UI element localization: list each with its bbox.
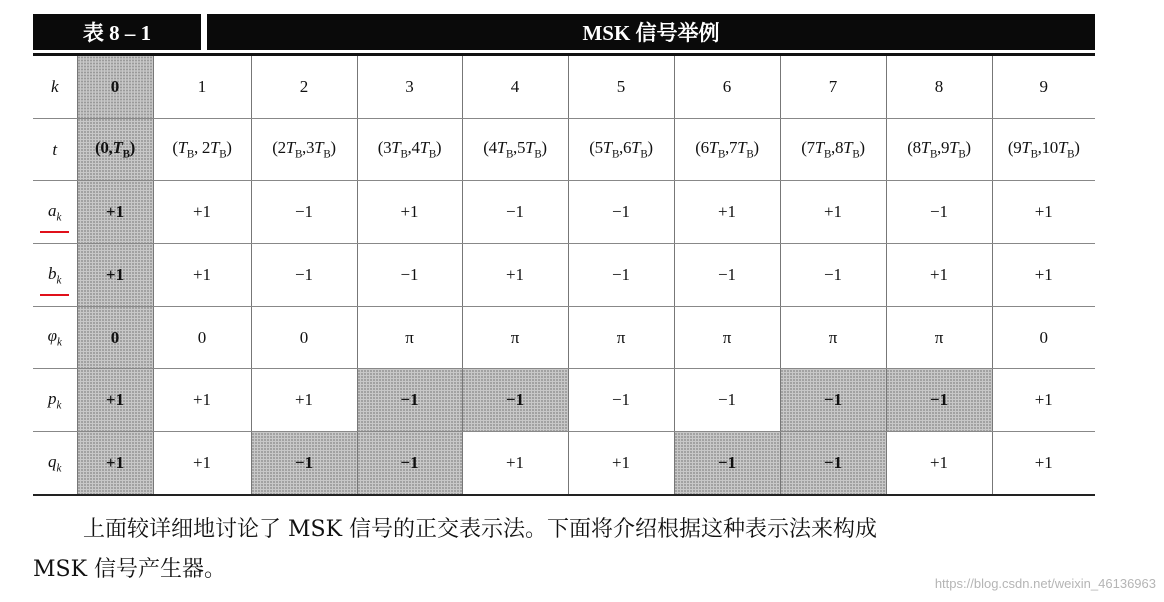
table-cell: +1 — [153, 369, 251, 432]
table-cell: −1 — [568, 369, 674, 432]
table-cell: 0 — [992, 306, 1095, 369]
table-cell: π — [886, 306, 992, 369]
table-cell: +1 — [77, 432, 153, 495]
table-cell: $(0,T_B)$ — [77, 118, 153, 181]
table-cell: +1 — [780, 181, 886, 244]
table-row — [33, 244, 1095, 307]
table-row — [33, 306, 1095, 369]
row-label: $b_k$ — [33, 244, 77, 307]
table-cell: +1 — [153, 181, 251, 244]
table-cell: +1 — [992, 432, 1095, 495]
table-cell: −1 — [251, 432, 357, 495]
table-cell: +1 — [886, 432, 992, 495]
table-cell: 9 — [992, 56, 1095, 118]
table-cell: −1 — [674, 432, 780, 495]
table-cell: π — [462, 306, 568, 369]
table-cell: −1 — [886, 369, 992, 432]
table-cell: +1 — [992, 369, 1095, 432]
table-cell: $(6T_B,7T_B)$ — [674, 118, 780, 181]
table-cell: +1 — [77, 181, 153, 244]
table-number: 表 8 – 1 — [82, 21, 152, 45]
table-title: MSK 信号举例 — [582, 21, 720, 45]
table-cell: −1 — [251, 181, 357, 244]
table-cell: π — [674, 306, 780, 369]
table-cell: +1 — [153, 432, 251, 495]
table-cell: 7 — [780, 56, 886, 118]
row-label: t — [33, 118, 77, 181]
table-cell: −1 — [674, 244, 780, 307]
table-cell: $(2T_B,3T_B)$ — [251, 118, 357, 181]
table-cell: −1 — [886, 181, 992, 244]
body-paragraph-2: MSK 信号产生器。 — [33, 557, 227, 582]
table-title-header — [207, 14, 1095, 50]
table-cell: −1 — [780, 369, 886, 432]
table-cell: 3 — [357, 56, 462, 118]
table-cell: 4 — [462, 56, 568, 118]
table-cell: $(4T_B,5T_B)$ — [462, 118, 568, 181]
body-paragraph-1: 上面较详细地讨论了 MSK 信号的正交表示法。下面将介绍根据这种表示法来构成 — [83, 517, 878, 542]
table-cell: π — [357, 306, 462, 369]
table-row — [33, 56, 1095, 118]
msk-example-table — [33, 56, 1095, 496]
table-cell: −1 — [674, 369, 780, 432]
table-cell: +1 — [462, 432, 568, 495]
table-cell: −1 — [462, 369, 568, 432]
table-cell: 6 — [674, 56, 780, 118]
row-label: $a_k$ — [33, 181, 77, 244]
table-cell: −1 — [357, 369, 462, 432]
row-label: $\varphi_k$ — [33, 306, 77, 369]
table-cell: +1 — [674, 181, 780, 244]
table-cell: π — [568, 306, 674, 369]
table-cell: 0 — [77, 306, 153, 369]
table-cell: −1 — [568, 181, 674, 244]
table-cell: $(3T_B,4T_B)$ — [357, 118, 462, 181]
table-cell: 5 — [568, 56, 674, 118]
table-cell: +1 — [153, 244, 251, 307]
table-cell: 0 — [77, 56, 153, 118]
table-cell: ($T_B$, $2T_B$) — [153, 118, 251, 181]
row-label: k — [33, 56, 77, 118]
table-cell: $(5T_B,6T_B)$ — [568, 118, 674, 181]
table-cell: 8 — [886, 56, 992, 118]
table-cell: 0 — [251, 306, 357, 369]
table-cell: +1 — [462, 244, 568, 307]
table-cell: −1 — [251, 244, 357, 307]
row-label: $q_k$ — [33, 432, 77, 495]
table-cell: +1 — [77, 244, 153, 307]
table-row — [33, 118, 1095, 181]
table-cell: +1 — [992, 181, 1095, 244]
table-cell: −1 — [780, 432, 886, 495]
table-cell: $(7T_B,8T_B)$ — [780, 118, 886, 181]
table-cell: +1 — [992, 244, 1095, 307]
table-cell: 0 — [153, 306, 251, 369]
table-cell: +1 — [568, 432, 674, 495]
table-row — [33, 181, 1095, 244]
table-cell: −1 — [568, 244, 674, 307]
table-cell: $(9T_B,10T_B)$ — [992, 118, 1095, 181]
table-cell: +1 — [886, 244, 992, 307]
table-row — [33, 369, 1095, 432]
table-cell: 1 — [153, 56, 251, 118]
table-cell: +1 — [251, 369, 357, 432]
table-cell: +1 — [357, 181, 462, 244]
table-cell: 2 — [251, 56, 357, 118]
watermark-url: https://blog.csdn.net/weixin_46136963 — [934, 576, 1156, 591]
table-cell: −1 — [357, 244, 462, 307]
row-label: $p_k$ — [33, 369, 77, 432]
table-cell: −1 — [357, 432, 462, 495]
table-cell: $(8T_B,9T_B)$ — [886, 118, 992, 181]
table-cell: +1 — [77, 369, 153, 432]
table-cell: −1 — [780, 244, 886, 307]
table-cell: −1 — [462, 181, 568, 244]
table-number-header — [33, 14, 201, 50]
table-row — [33, 432, 1095, 495]
table-cell: π — [780, 306, 886, 369]
